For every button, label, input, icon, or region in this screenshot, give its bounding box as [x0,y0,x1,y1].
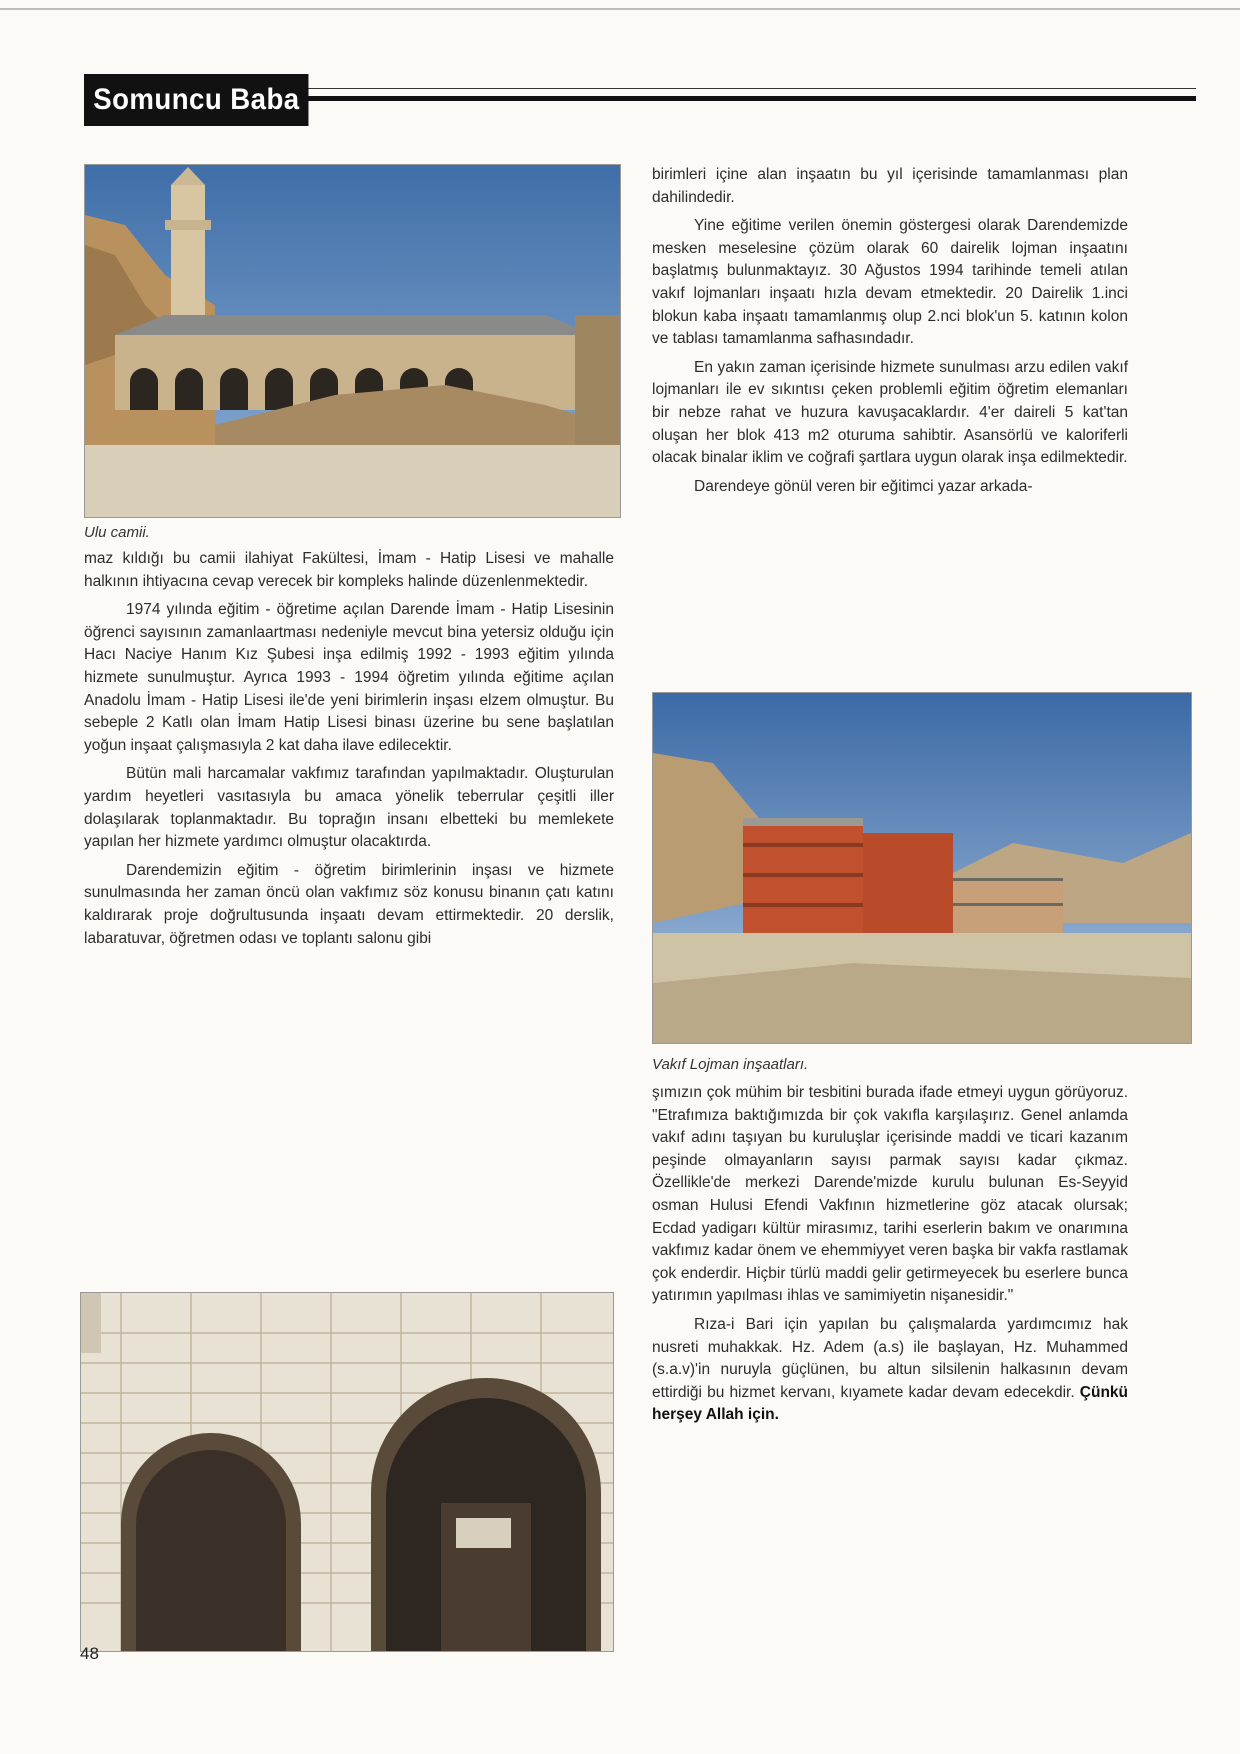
right-column-bottom [652,1082,1128,1433]
magazine-title: Somuncu Baba [84,74,309,126]
caption-lodgings: Vakıf Lojman inşaatları. [652,1056,809,1073]
magazine-header [84,74,1196,116]
right-paragraph-5: şımızın çok mühim bir tesbitini burada ifade etmeyi uygun görüyoruz. "Etrafımıza baktığımızda bir çok vakıfla karşılaşırız. Genel anlamda vakıf adını taşıyan bu kuruluşlar içerisinde maddi ve ticari kazanım peşinde olmayanların sayısı parmak sayısı kadar çıkmaz. Özellikle'de merkezi Darende'mizde kurulu bulunan Es-Seyyid osman Hulusi Efendi Vakfının hizmetlerine göz atacak olursak; Ecdad yadigarı kültür mirasımız, tarihi eserlerin bakım ve onarımına vakfımız kadar önem ve ehemmiyyet veren başka bir vakfa rastlamak çok enderdir. Hiçbir türlü maddi gelir getirmeyecek bu eserlere bunca yatırımın yapılması ihlas ve samimiyetin nişanesidir." [652,1084,1128,1305]
caption-mosque: Ulu camii. [84,524,150,541]
right-paragraph-6 [652,1314,1128,1427]
right-paragraph-2: Yine eğitime verilen önemin göstergesi olarak Darendemizde mesken meselesine çözüm olarak 60 dairelik lojman inşaatını başlatmış bulunmaktayız. 30 Ağustos 1994 tarihinde temeli atılan vakıf lojmanları inşaatı hızla devam etmektedir. 20 Dairelik 1.inci blokun kaba inşaatı tamamlanmış olup 2.nci blok'un 5. katının kolon ve tablası tamamlanma safhasındadır. [652,217,1128,348]
stone-arches-photo [80,1292,614,1652]
header-thick-rule [284,96,1196,101]
left-paragraph-1: maz kıldığı bu camii ilahiyat Fakültesi, İmam - Hatip Lisesi ve mahalle halkının ihtiyacına cevap verecek bir kompleks halinde düzenlenmektedir. [84,550,614,590]
left-column-text [84,548,614,956]
right-paragraph-6-text: Rıza-i Bari için yapılan bu çalışmalarda yardımcımız hak nusreti muhakkak. Hz. Adem (a.s) ile başlayan, Hz. Muhammed (s.a.v)'in nuruyla güçlünen, bu altun silsilenin halkasının devam ettirdiği bu hizmet kervanı, kıyamete kadar devam edecekdir. [652,1315,1128,1401]
right-column-top [652,164,1128,504]
left-paragraph-2: 1974 yılında eğitim - öğretime açılan Darende İmam - Hatip Lisesinin öğrenci sayısının zamanlaartması nedeniyle mevcut bina yetersiz olduğu için Hacı Naciye Hanım Kız Şubesi inşa edilmiş 1992 - 1993 eğitim yılında hizmete sunulmuştur. Ayrıca 1993 - 1994 öğretim yılında eğitime açılan Anadolu İmam - Hatip Lisesi ile'de yeni birimlerin inşası elzem olmuştur. Bu sebeple 2 Katlı olan İmam Hatip Lisesi binası üzerine bu sene başlatılan yoğun inşaat çalışmasıyla 2 kat daha ilave edilecektir. [84,601,614,754]
right-paragraph-4: Darendeye gönül veren bir eğitimci yazar arkada- [694,477,1033,495]
closing-statement: Çünkü herşey Allah için. [652,1383,1128,1424]
mosque-photo [84,164,621,518]
header-thin-rule [284,88,1196,89]
page-number: 48 [80,1644,99,1663]
right-paragraph-1: birimleri içine alan inşaatın bu yıl içerisinde tamamlanması plan dahilindedir. [652,166,1128,206]
top-rule [0,8,1240,10]
lodgings-photo [652,692,1192,1044]
left-paragraph-3: Bütün mali harcamalar vakfımız tarafından yapılmaktadır. Oluşturulan yardım heyetleri vasıtasıyla bu amaca yönelik teberrular çeşitli iller dolaşılarak toplanmaktadır. Bu toprağın insanı elbetteki bu memlekete yapılan her hizmete yardımcı olmuştur olacaktırda. [84,765,614,851]
left-paragraph-4: Darendemizin eğitim - öğretim birimlerinin inşası ve hizmete sunulmasında her zaman öncü olan vakfımız söz konusu binanın çatı katını kaldırarak proje doğrultusunda inşaatı devam ettirmektedir. 20 derslik, labaratuvar, öğretmen odası ve toplantı salonu gibi [84,861,614,947]
right-paragraph-3: En yakın zaman içerisinde hizmete sunulması arzu edilen vakıf lojmanları ile ev sıkıntısı çeken problemli eğitim öğretim elemanları bir nebze rahat ve huzura kavuşacaklardır. 4'er daireli 5 kat'tan oluşan her blok 413 m2 oturuma sahibtir. Asansörlü ve kaloriferli olacak binalar iklim ve coğrafi şartlara uygun olarak inşa edilmektedir. [652,358,1128,467]
